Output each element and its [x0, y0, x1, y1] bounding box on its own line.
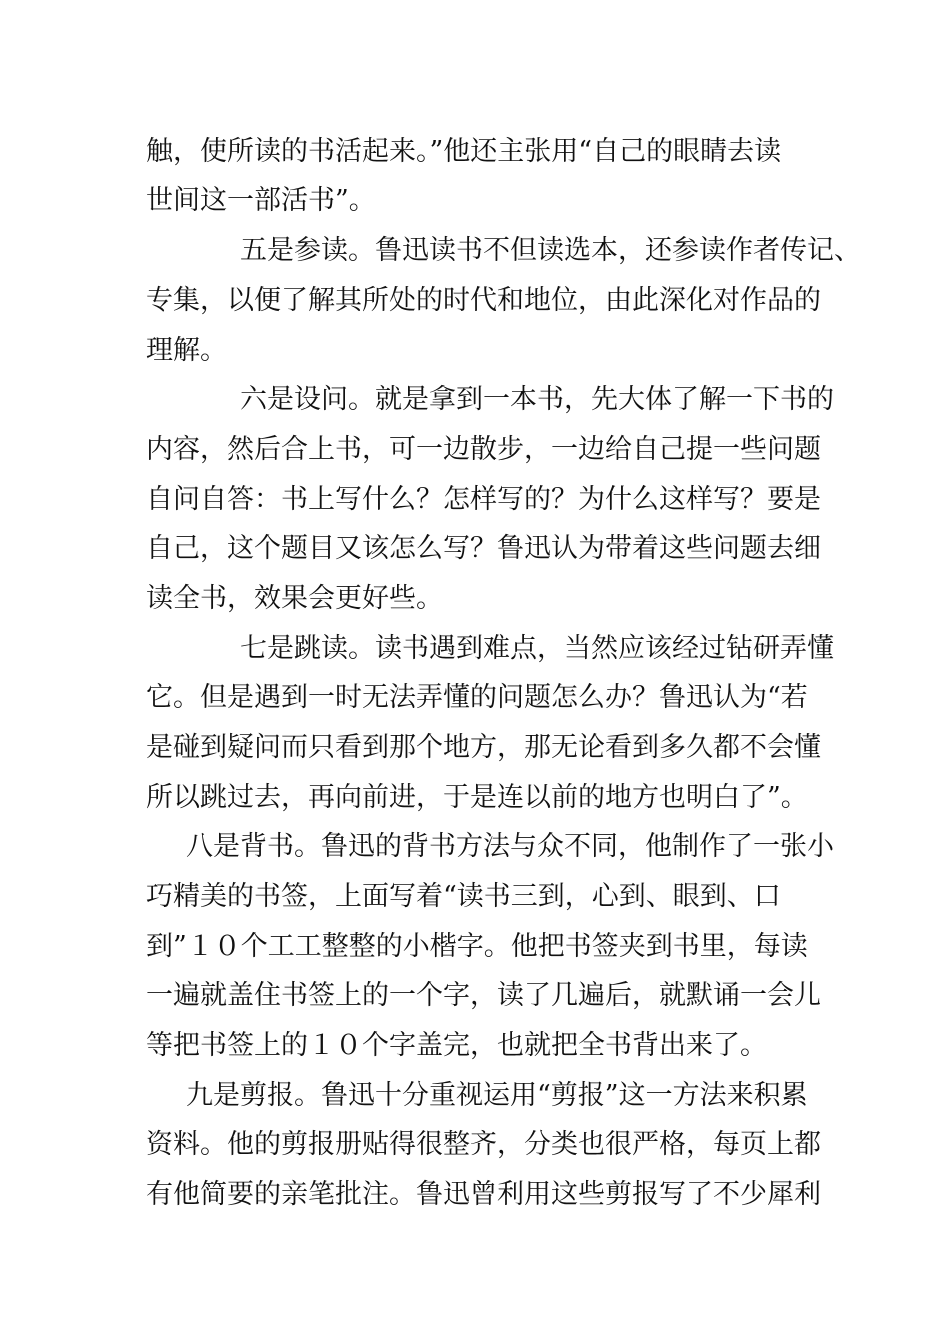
paragraph-start-line: 七是跳读。读书遇到难点，当然应该经过钻研弄懂	[240, 633, 834, 664]
paragraph-start-line: 八是背书。鲁迅的背书方法与众不同，他制作了一张小	[186, 831, 834, 862]
paragraph-start-line: 六是设问。就是拿到一本书，先大体了解一下书的	[240, 384, 834, 415]
text-line: 到”１０个工工整整的小楷字。他把书签夹到书里，每读	[146, 931, 808, 962]
paragraph-start-line: 九是剪报。鲁迅十分重视运用“剪报”这一方法来积累	[186, 1080, 808, 1111]
text-line: 一遍就盖住书签上的一个字，读了几遍后，就默诵一会儿	[146, 980, 821, 1011]
text-line: 内容，然后合上书，可一边散步，一边给自己提一些问题	[146, 434, 821, 465]
text-line: 它。但是遇到一时无法弄懂的问题怎么办？鲁迅认为“若	[146, 682, 808, 713]
text-line: 巧精美的书签，上面写着“读书三到，心到、眼到、口	[146, 881, 781, 912]
text-line: 等把书签上的１０个字盖完，也就把全书背出来了。	[146, 1030, 767, 1061]
text-line: 是碰到疑问而只看到那个地方，那无论看到多久都不会懂	[146, 732, 821, 763]
text-line: 理解。	[146, 335, 227, 366]
text-line: 触，使所读的书活起来。”他还主张用“自己的眼睛去读	[146, 136, 782, 167]
text-line: 所以跳过去，再向前进，于是连以前的地方也明白了”。	[146, 782, 808, 813]
text-line: 自己，这个题目又该怎么写？鲁迅认为带着这些问题去细	[146, 533, 821, 564]
text-line: 世间这一部活书”。	[146, 185, 376, 216]
text-line: 资料。他的剪报册贴得很整齐，分类也很严格，每页上都	[146, 1129, 821, 1160]
text-line: 有他简要的亲笔批注。鲁迅曾利用这些剪报写了不少犀利	[146, 1179, 821, 1210]
text-line: 读全书，效果会更好些。	[146, 583, 443, 614]
text-line: 自问自答：书上写什么？怎样写的？为什么这样写？要是	[146, 484, 821, 515]
text-line: 专集，以便了解其所处的时代和地位，由此深化对作品的	[146, 285, 821, 316]
paragraph-start-line: 五是参读。鲁迅读书不但读选本，还参读作者传记、	[240, 235, 861, 266]
